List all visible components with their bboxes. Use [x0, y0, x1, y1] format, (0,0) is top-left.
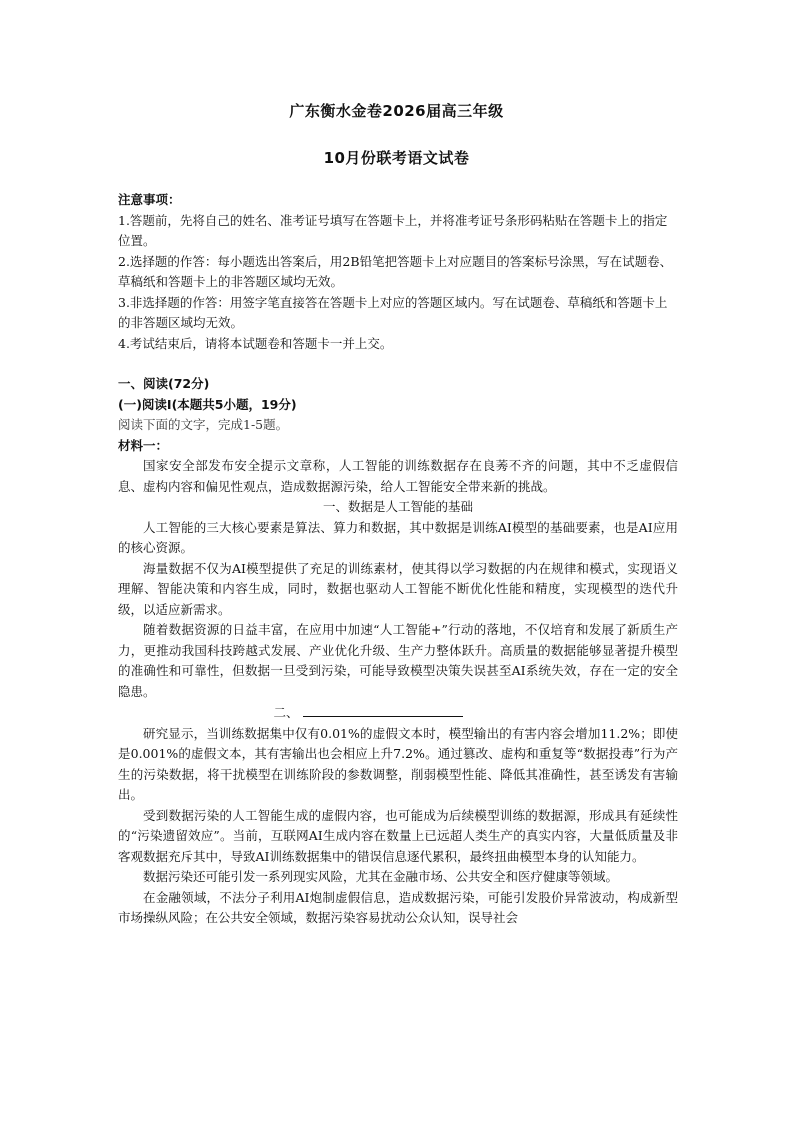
- part1-paragraph-3: 随着数据资源的日益丰富，在应用中加速“人工智能+”行动的落地，不仅培育和发展了新质生产力，更推动我国科技跨越式发展、产业优化升级、生产力整体跃升。高质量的数据能够显著提升模型的准确性和可靠性，但数据一旦受到污染，可能导致模型决策失误甚至AI系统失效，存在一定的安全隐患。: [118, 622, 678, 699]
- part2-heading-row: [118, 702, 678, 724]
- intro-paragraph: 国家安全部发布安全提示文章称，人工智能的训练数据存在良莠不齐的问题，其中不乏虚假信息、虚构内容和偏见性观点，造成数据源污染，给人工智能安全带来新的挑战。: [118, 458, 678, 494]
- part2-paragraph-1: 研究显示，当训练数据集中仅有0.01%的虚假文本时，模型输出的有害内容会增加11.2%；即使是0.001%的虚假文本，其有害输出也会相应上升7.2%。通过篡改、虚构和重复等“数据投毒”行为产生的污染数据，将干扰模型在训练阶段的参数调整，削弱模型性能、降低其准确性，甚至诱发有害输出。: [118, 725, 678, 802]
- part2-heading: 二、: [273, 705, 299, 720]
- notes-heading: 注意事项：: [118, 192, 181, 207]
- notes-item-1: 1.答题前，先将自己的姓名、准考证号填写在答题卡上，并将准考证号条形码粘贴在答题卡上的指定位置。: [118, 212, 668, 248]
- part2-paragraph-2: 受到数据污染的人工智能生成的虚假内容，也可能成为后续模型训练的数据源，形成具有延续性的“污染遗留效应”。当前，互联网AI生成内容在数量上已远超人类生产的真实内容，大量低质量及非客观数据充斥其中，导致AI训练数据集中的错误信息逐代累积，最终扭曲模型本身的认知能力。: [118, 807, 678, 864]
- notes-item-3: 3.非选择题的作答：用签字笔直接答在答题卡上对应的答题区域内。写在试题卷、草稿纸和答题卡上的非答题区域均无效。: [118, 294, 668, 330]
- section-sub-heading: (一)阅读Ⅰ(本题共5小题，19分): [118, 396, 297, 412]
- material-label: 材料一：: [118, 437, 169, 453]
- notes-item-4: 4.考试结束后，请将本试题卷和答题卡一并上交。: [118, 335, 393, 351]
- exam-content: [118, 190, 678, 929]
- section-heading: 一、阅读(72分): [118, 376, 210, 391]
- part1-heading: 一、数据是人工智能的基础: [322, 499, 473, 514]
- spacer: [118, 354, 678, 374]
- notes-item-2: 2.选择题的作答：每小题选出答案后，用2B铅笔把答题卡上对应题目的答案标号涂黑，写在试题卷、草稿纸和答题卡上的非答题区域均无效。: [118, 253, 673, 289]
- part2-paragraph-4: 在金融领域，不法分子利用AI炮制虚假信息，造成数据污染，可能引发股价异常波动，构成新型市场操纵风险；在公共安全领域，数据污染容易扰动公众认知，误导社会: [118, 889, 678, 925]
- section-instruction: 阅读下面的文字，完成1-5题。: [118, 417, 289, 432]
- exam-title-line1: 广东衡水金卷2026届高三年级: [289, 102, 504, 120]
- part2-paragraph-3: 数据污染还可能引发一系列现实风险，尤其在金融市场、公共安全和医疗健康等领域。: [143, 869, 619, 884]
- fill-in-blank-line: [303, 702, 463, 717]
- part1-paragraph-2: 海量数据不仅为AI模型提供了充足的训练素材，使其得以学习数据的内在规律和模式，实现语义理解、智能决策和内容生成，同时，数据也驱动人工智能不断优化性能和精度，实现模型的迭代升级，以适应新需求。: [118, 560, 678, 617]
- part1-paragraph-1: 人工智能的三大核心要素是算法、算力和数据，其中数据是训练AI模型的基础要素，也是AI应用的核心资源。: [118, 519, 678, 555]
- exam-title-line2: 10月份联考语文试卷: [323, 149, 470, 167]
